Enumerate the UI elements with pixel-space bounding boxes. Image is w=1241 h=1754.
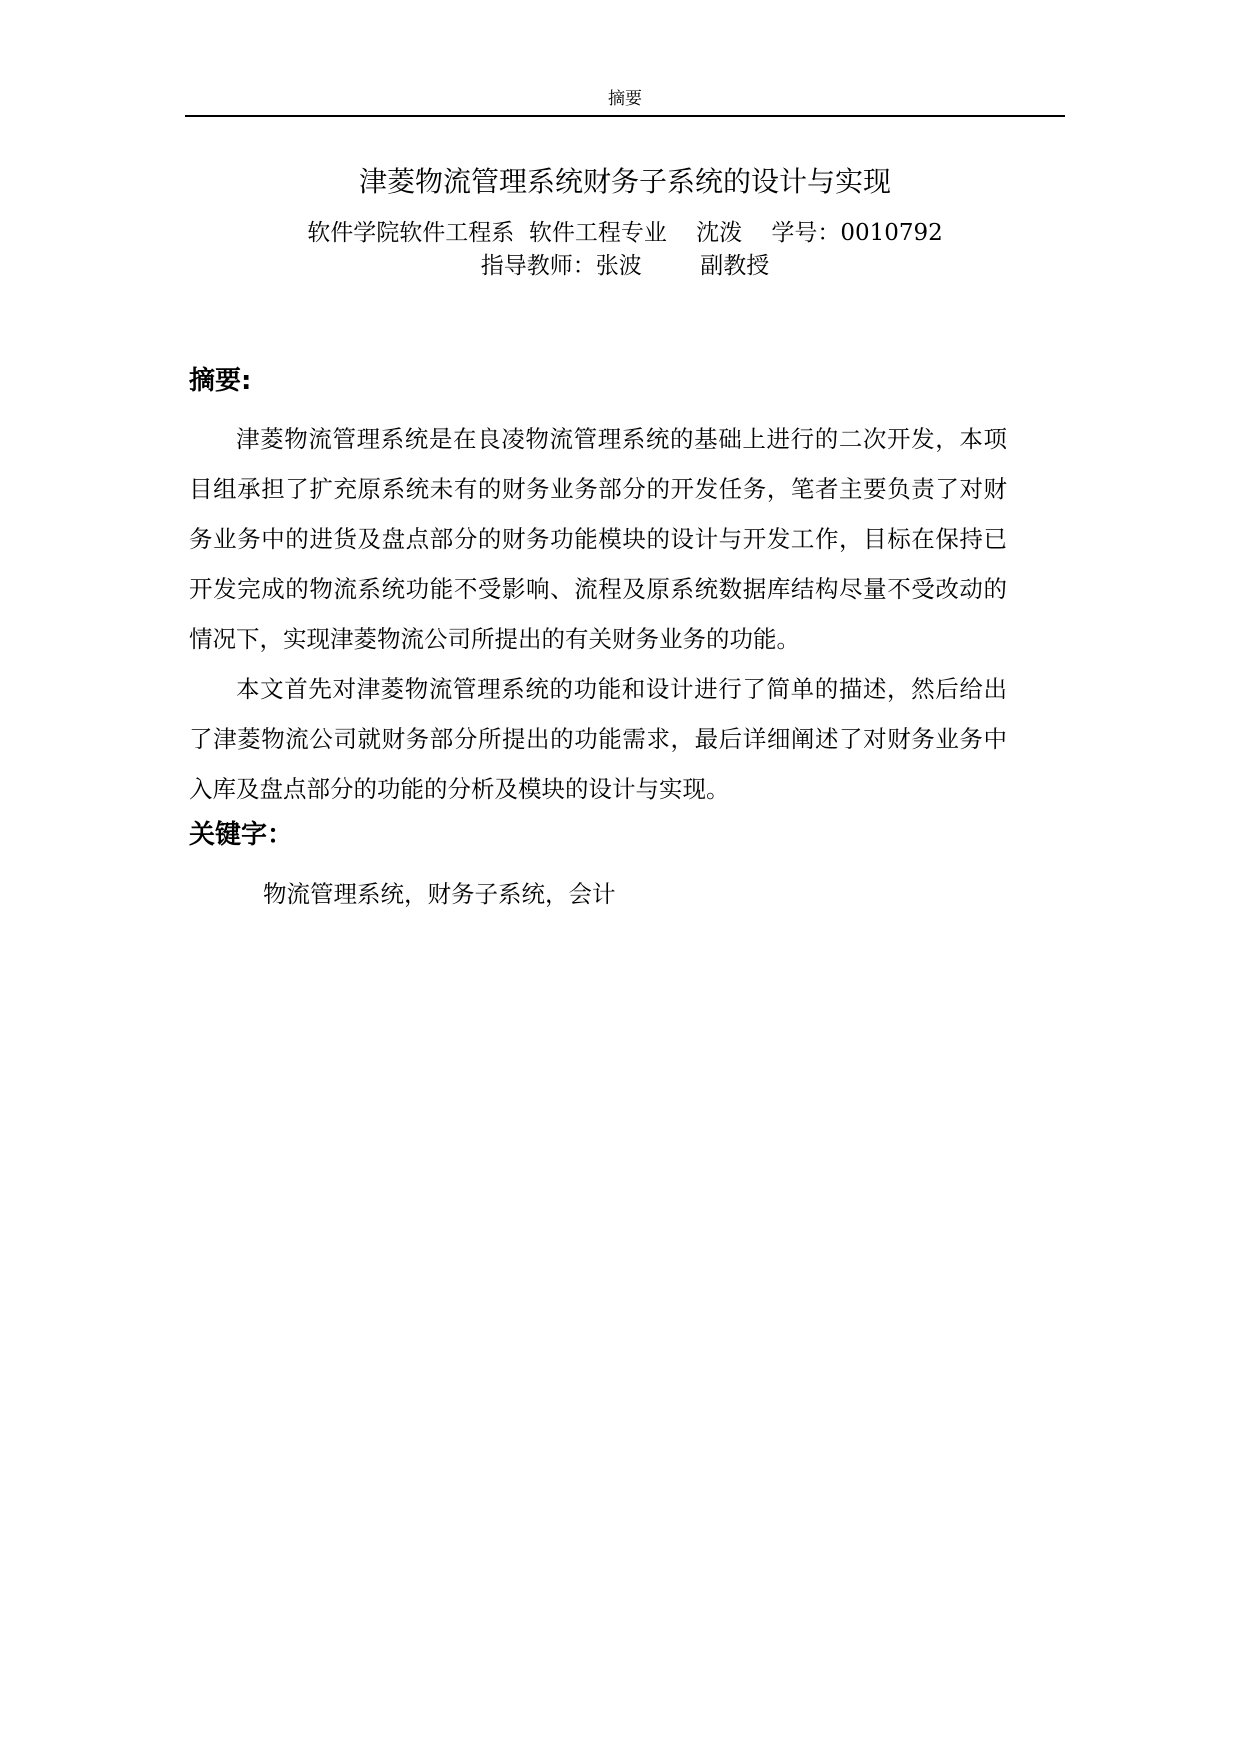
abstract-paragraph: 津菱物流管理系统是在良凌物流管理系统的基础上进行的二次开发，本项目组承担了扩充原系统未有的财务业务部分的开发任务，笔者主要负责了对财务业务中的进货及盘点部分的财务功能模块的设计与开发工作，目标在保持已开发完成的物流系统功能不受影响、流程及原系统数据库结构尽量不受改动的情况下，实现津菱物流公司所提出的有关财务业务的功能。	[189, 425, 1007, 653]
keywords-text: 物流管理系统，财务子系统，会计	[263, 880, 616, 908]
keywords-heading: 关键字：	[189, 820, 294, 850]
abstract-paragraph: 本文首先对津菱物流管理系统的功能和设计进行了简单的描述，然后给出了津菱物流公司就财务部分所提出的功能需求，最后详细阐述了对财务业务中入库及盘点部分的功能的分析及模块的设计与实现。	[189, 675, 1007, 803]
running-header: 摘要	[608, 89, 642, 109]
header-rule	[185, 115, 1065, 117]
advisor-line: 指导教师：张波 副教授	[480, 253, 770, 279]
paper-title: 津菱物流管理系统财务子系统的设计与实现	[358, 165, 891, 198]
author-line: 软件学院软件工程系 软件工程专业 沈泼 学号：0010792	[307, 220, 943, 246]
abstract-heading: 摘要:	[189, 366, 252, 396]
